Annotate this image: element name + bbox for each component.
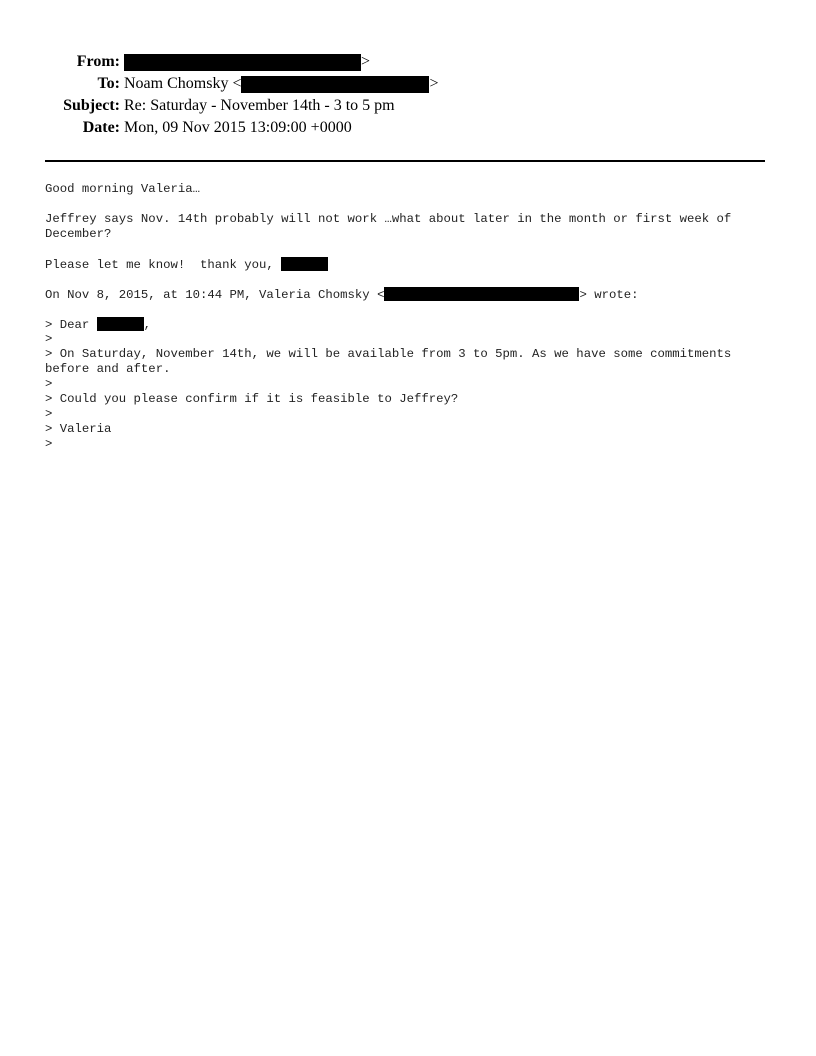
- signoff-text: Please let me know! thank you,: [45, 258, 282, 272]
- subject-value: Re: Saturday - November 14th - 3 to 5 pm: [124, 97, 395, 114]
- blank-line: [45, 242, 775, 257]
- paragraph-line: Jeffrey says Nov. 14th probably will not work …what about later in the month or first week of: [45, 212, 732, 226]
- from-value: [124, 51, 370, 73]
- quote-marker-line: >: [45, 332, 53, 346]
- quote-marker-line: >: [45, 407, 53, 421]
- redaction-block: [281, 257, 328, 271]
- email-header: [0, 51, 816, 139]
- quote-line: > Could you please confirm if it is feasible to Jeffrey?: [45, 392, 459, 406]
- quote-line: > On Saturday, November 14th, we will be available from 3 to 5pm. As we have some commitments: [45, 347, 732, 361]
- redaction-block: [97, 317, 144, 331]
- redaction-block: [241, 76, 429, 93]
- to-close-bracket: >: [429, 75, 439, 92]
- to-name: Noam Chomsky <: [124, 75, 242, 92]
- from-label: From:: [76, 53, 120, 70]
- greeting: Good morning Valeria…: [45, 182, 200, 196]
- subject-row: [0, 95, 816, 117]
- redaction-block: [124, 54, 361, 71]
- blank-line: [45, 302, 775, 317]
- to-label: To:: [97, 75, 120, 92]
- date-value: Mon, 09 Nov 2015 13:09:00 +0000: [124, 119, 352, 136]
- quote-dear-start: > Dear: [45, 318, 97, 332]
- email-body: [45, 182, 775, 452]
- date-label: Date:: [82, 119, 120, 136]
- to-value: [124, 73, 439, 95]
- quote-intro-end: > wrote:: [579, 288, 639, 302]
- paragraph-line: December?: [45, 227, 112, 241]
- from-close-bracket: >: [361, 53, 371, 70]
- blank-line: [45, 272, 775, 287]
- blank-line: [45, 197, 775, 212]
- signoff-line: [45, 257, 775, 272]
- quote-marker-line: >: [45, 437, 53, 451]
- from-row: [0, 51, 816, 73]
- to-row: [0, 73, 816, 95]
- quote-signature: > Valeria: [45, 422, 112, 436]
- quote-intro-start: On Nov 8, 2015, at 10:44 PM, Valeria Chomsky <: [45, 288, 385, 302]
- quote-dear-line: [45, 317, 775, 332]
- quote-marker-line: >: [45, 377, 53, 391]
- date-row: [0, 117, 816, 139]
- quote-intro-line: [45, 287, 775, 302]
- header-divider: [45, 160, 765, 162]
- quote-dear-end: ,: [143, 318, 152, 332]
- redaction-block: [384, 287, 579, 301]
- quote-line: before and after.: [45, 362, 171, 376]
- subject-label: Subject:: [63, 97, 120, 114]
